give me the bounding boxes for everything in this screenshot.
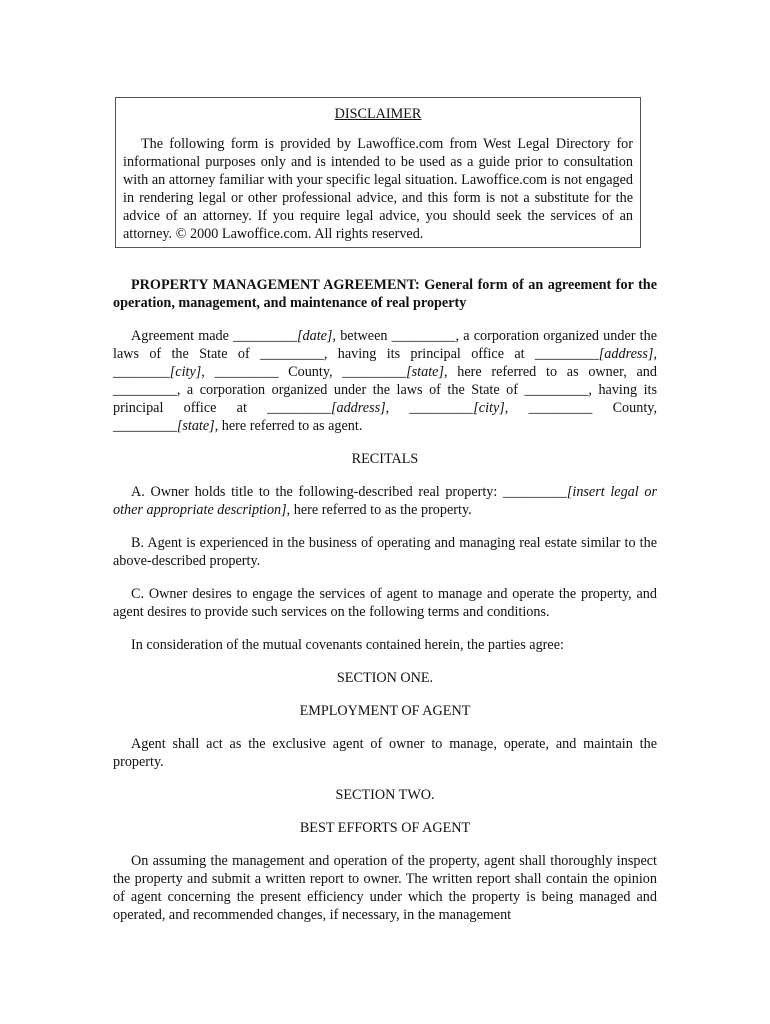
intro-text-6: , _________ xyxy=(385,400,474,416)
recitals-heading: RECITALS xyxy=(351,451,419,467)
consideration-paragraph: In consideration of the mutual covenants contained herein, the parties agree: xyxy=(131,637,564,653)
intro-text-2: , between _________, a corporation organized under the laws of the State of _________, having its principal office at _________ xyxy=(113,328,657,362)
intro-paragraph xyxy=(113,327,657,435)
agent-city-placeholder: [city] xyxy=(473,400,505,416)
intro-text-1: Agreement made _________ xyxy=(131,328,297,344)
section-one-title: EMPLOYMENT OF AGENT xyxy=(299,703,471,719)
recital-a-text-2: , here referred to as the property. xyxy=(286,502,472,518)
recital-b: B. Agent is experienced in the business of operating and managing real estate similar to the above-described property. xyxy=(113,535,657,569)
intro-text-3: , ________ xyxy=(113,346,657,380)
section-two-heading: SECTION TWO. xyxy=(335,787,435,803)
recital-c: C. Owner desires to engage the services of agent to manage and operate the property, and agent desires to provide such services on the following terms and conditions. xyxy=(113,586,657,620)
section-two-title: BEST EFFORTS OF AGENT xyxy=(299,820,471,836)
section-two-text: On assuming the management and operation of the property, agent shall thoroughly inspect the property and submit a written report to owner. The written report shall contain the opinion of agent concerning the present efficiency under which the property is being managed and operated, and recommended changes, if necessary, in the management xyxy=(113,853,657,923)
agent-address-placeholder: [address] xyxy=(330,400,386,416)
date-placeholder: [date] xyxy=(296,328,333,344)
disclaimer-title: DISCLAIMER xyxy=(334,106,422,122)
document-title: PROPERTY MANAGEMENT AGREEMENT: General form of an agreement for the operation, management, and maintenance of real property xyxy=(113,277,657,311)
intro-text-5: , here referred to as owner, and _________, a corporation organized under the laws of the State of _________, having its principal office at _________ xyxy=(113,364,657,416)
intro-text-7: , _________ County, _________ xyxy=(113,400,657,434)
disclaimer-box xyxy=(115,97,641,248)
owner-address-placeholder: [address] xyxy=(598,346,654,362)
disclaimer-text: The following form is provided by Lawoffice.com from West Legal Directory for informational purposes only and is intended to be used as a guide prior to consultation with an attorney familiar with your specific legal situation. Lawoffice.com is not engaged in rendering legal or other professional advice, and this form is not a substitute for the advice of an attorney. If you require legal advice, you should seek the services of an attorney. © 2000 Lawoffice.com. All rights reserved. xyxy=(123,136,633,242)
section-one-text: Agent shall act as the exclusive agent of owner to manage, operate, and maintain the property. xyxy=(113,736,657,770)
intro-text-8: , here referred to as agent. xyxy=(214,418,363,434)
agent-state-placeholder: [state] xyxy=(176,418,215,434)
section-one-heading: SECTION ONE. xyxy=(336,670,434,686)
legal-description-placeholder: [insert legal or other appropriate description] xyxy=(113,484,657,518)
recital-a-text-1: A. Owner holds title to the following-described real property: _________ xyxy=(131,484,567,500)
intro-text-4: , _________ County, _________ xyxy=(201,364,407,380)
owner-city-placeholder: [city] xyxy=(169,364,202,380)
agreement-body xyxy=(113,276,657,939)
recital-a xyxy=(113,483,657,519)
owner-state-placeholder: [state] xyxy=(406,364,444,380)
